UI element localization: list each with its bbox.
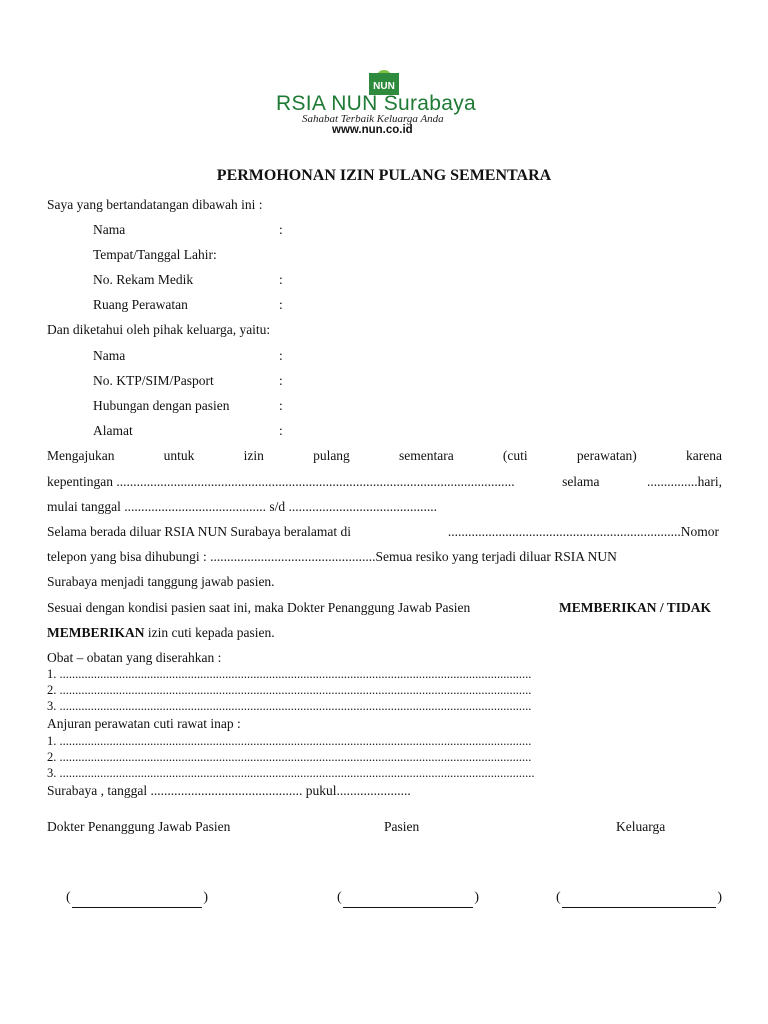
address-line-3: Surabaya menjadi tanggung jawab pasien. bbox=[47, 574, 275, 589]
field-colon: : bbox=[279, 297, 283, 312]
advice-line: 3. ........................................................................................................................................................ bbox=[47, 766, 535, 780]
place-date: Surabaya , tanggal ............................................. pukul...................... bbox=[47, 783, 411, 798]
field-colon: : bbox=[279, 222, 283, 237]
request-line-2: kepentingan ...................................................................................................................... selama ...............hari, bbox=[47, 474, 722, 489]
intro-family: Dan diketahui oleh pihak keluarga, yaitu: bbox=[47, 322, 271, 337]
medicine-heading: Obat – obatan yang diserahkan : bbox=[47, 650, 222, 665]
signature-label-doctor: Dokter Penanggung Jawab Pasien bbox=[47, 819, 231, 834]
field-colon: : bbox=[279, 373, 283, 388]
field-colon: : bbox=[279, 272, 283, 287]
request-line-1: Mengajukan untuk izin pulang sementara (cuti perawatan) karena bbox=[47, 448, 722, 463]
field-label: No. Rekam Medik bbox=[93, 272, 194, 287]
field-colon: : bbox=[279, 423, 283, 438]
signature-line-patient: ( ) bbox=[337, 892, 479, 908]
field-label: Ruang Perawatan bbox=[93, 297, 188, 312]
doctor-decision-line-2: MEMBERIKAN izin cuti kepada pasien. bbox=[47, 625, 275, 640]
address-line-1: Selama berada diluar RSIA NUN Surabaya beralamat di .....................................................................Nomor bbox=[47, 524, 719, 539]
field-colon: : bbox=[279, 398, 283, 413]
doctor-decision-line-1: Sesuai dengan kondisi pasien saat ini, maka Dokter Penanggung Jawab Pasien MEMBERIKAN / TIDAK bbox=[47, 600, 711, 615]
field-colon: : bbox=[279, 348, 283, 363]
field-label: Tempat/Tanggal Lahir: bbox=[93, 247, 217, 262]
intro-patient: Saya yang bertandatangan dibawah ini : bbox=[47, 197, 263, 212]
medicine-line: 1. ....................................................................................................................................................... bbox=[47, 667, 532, 681]
field-label: Nama bbox=[93, 348, 126, 363]
hospital-url: www.nun.co.id bbox=[332, 124, 413, 136]
signature-label-patient: Pasien bbox=[384, 819, 420, 834]
request-line-3: mulai tanggal .......................................... s/d ............................................ bbox=[47, 499, 437, 514]
field-label: Hubungan dengan pasien bbox=[93, 398, 230, 413]
field-label: No. KTP/SIM/Pasport bbox=[93, 373, 214, 388]
medicine-line: 3. ....................................................................................................................................................... bbox=[47, 699, 532, 713]
advice-heading: Anjuran perawatan cuti rawat inap : bbox=[47, 716, 241, 731]
medicine-line: 2. ....................................................................................................................................................... bbox=[47, 683, 532, 697]
logo-badge-text: NUN bbox=[373, 81, 395, 92]
signature-line-family: ( ) bbox=[556, 892, 722, 908]
signature-label-family: Keluarga bbox=[616, 819, 666, 834]
hospital-name: RSIA NUN Surabaya bbox=[276, 92, 477, 115]
signature-line-doctor: ( ) bbox=[66, 892, 208, 908]
address-line-2: telepon yang bisa dihubungi : .................................................Semua resiko yang terjadi diluar RSIA NUN bbox=[47, 549, 617, 564]
advice-line: 1. ....................................................................................................................................................... bbox=[47, 734, 532, 748]
field-label: Alamat bbox=[93, 423, 133, 438]
advice-line: 2. ....................................................................................................................................................... bbox=[47, 750, 532, 764]
hospital-tagline: Sahabat Terbaik Keluarga Anda bbox=[302, 113, 444, 125]
field-label: Nama bbox=[93, 222, 126, 237]
document-title: PERMOHONAN IZIN PULANG SEMENTARA bbox=[216, 167, 552, 184]
